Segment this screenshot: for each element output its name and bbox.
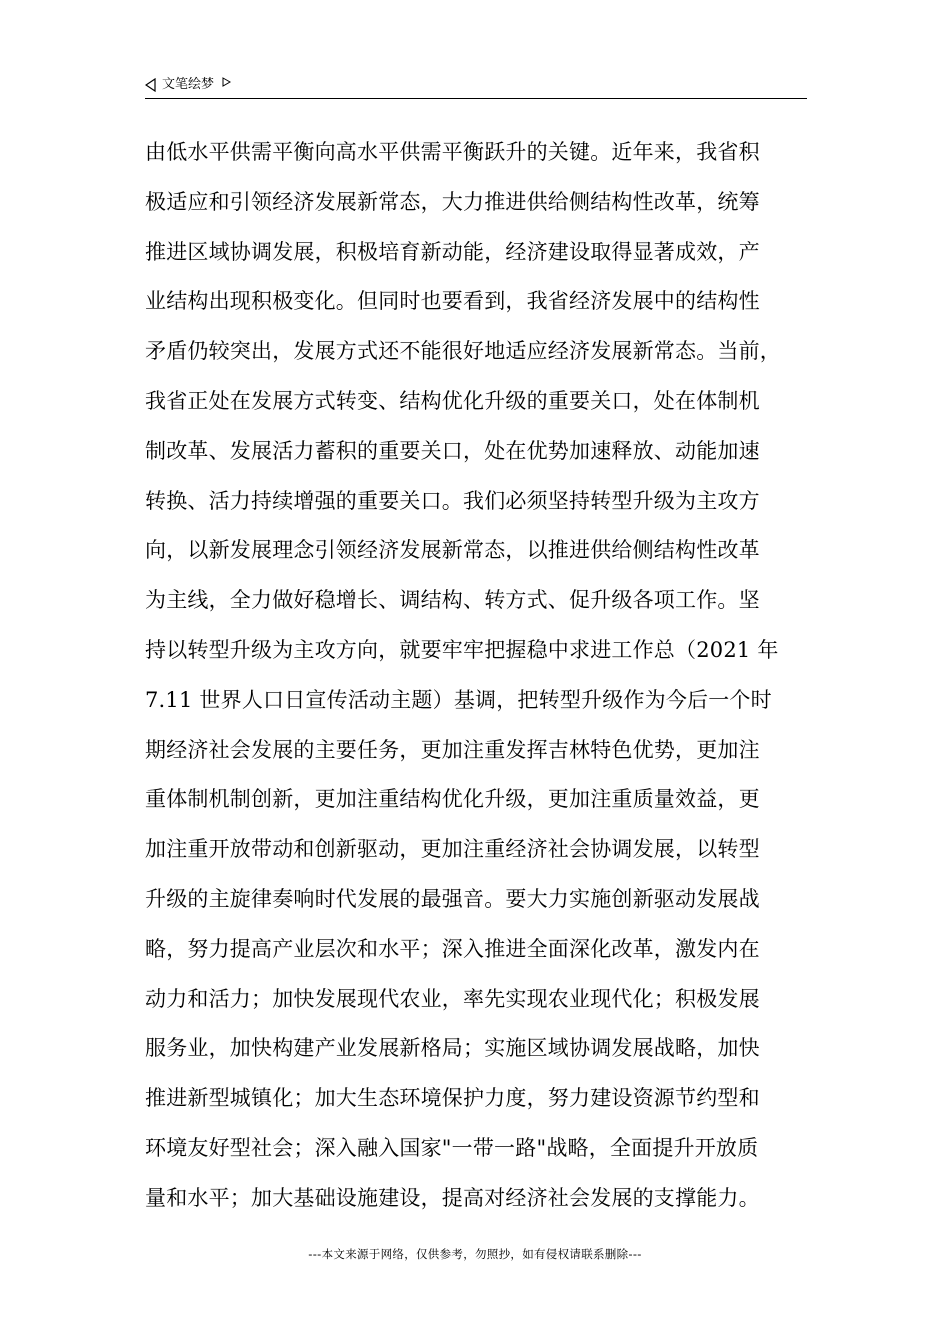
body-line: 由低水平供需平衡向高水平供需平衡跃升的关键。近年来，我省积 [145, 140, 760, 164]
body-line: 推进新型城镇化；加大生态环境保护力度，努力建设资源节约型和 [145, 1086, 760, 1111]
body-line: 业结构出现积极变化。但同时也要看到，我省经济发展中的结构性 [145, 289, 760, 314]
body-line: 极适应和引领经济发展新常态，大力推进供给侧结构性改革，统筹 [145, 189, 760, 214]
body-line: 环境友好型社会；深入融入国家"一带一路"战略，全面提升开放质 [145, 1135, 759, 1160]
body-line: 转换、活力持续增强的重要关口。我们必须坚持转型升级为主攻方 [145, 488, 760, 513]
body-line: 升级的主旋律奏响时代发展的最强音。要大力实施创新驱动发展战 [145, 886, 760, 911]
body-line: 持以转型升级为主攻方向，就要牢牢把握稳中求进工作总（2021 年 [145, 637, 779, 662]
body-line: 期经济社会发展的主要任务，更加注重发挥吉林特色优势，更加注 [145, 737, 760, 762]
body-line: 推进区域协调发展，积极培育新动能，经济建设取得显著成效，产 [145, 239, 760, 264]
body-line: 制改革、发展活力蓄积的重要关口，处在优势加速释放、动能加速 [145, 438, 760, 463]
header-brand: 文笔绘梦 [162, 77, 215, 92]
triangle-right-outline-icon [222, 77, 231, 87]
body-line: 略，努力提高产业层次和水平；深入推进全面深化改革，激发内在 [145, 936, 760, 961]
body-line: 加注重开放带动和创新驱动，更加注重经济社会协调发展，以转型 [145, 837, 760, 862]
body-line: 向，以新发展理念引领经济发展新常态，以推进供给侧结构性改革 [145, 538, 760, 563]
triangle-left-outline-icon [145, 78, 156, 92]
body-line: 重体制机制创新，更加注重结构优化升级，更加注重质量效益，更 [145, 787, 760, 812]
body-line: 为主线，全力做好稳增长、调结构、转方式、促升级各项工作。坚 [145, 588, 760, 613]
body-line: 7.11 世界人口日宣传活动主题）基调，把转型升级作为今后一个时 [145, 687, 772, 712]
body-line: 我省正处在发展方式转变、结构优化升级的重要关口，处在体制机 [145, 388, 760, 413]
body-line: 动力和活力；加快发展现代农业，率先实现农业现代化；积极发展 [145, 986, 760, 1011]
body-line: 矛盾仍较突出，发展方式还不能很好地适应经济发展新常态。当前， [145, 339, 781, 364]
page-header [145, 72, 807, 99]
page-footer-disclaimer: ---本文来源于网络，仅供参考，勿照抄，如有侵权请联系删除--- [308, 1247, 642, 1261]
document-body [145, 128, 810, 1224]
body-line: 量和水平；加大基础设施建设，提高对经济社会发展的支撑能力。 [145, 1185, 760, 1210]
body-line: 服务业，加快构建产业发展新格局；实施区域协调发展战略，加快 [145, 1036, 760, 1061]
